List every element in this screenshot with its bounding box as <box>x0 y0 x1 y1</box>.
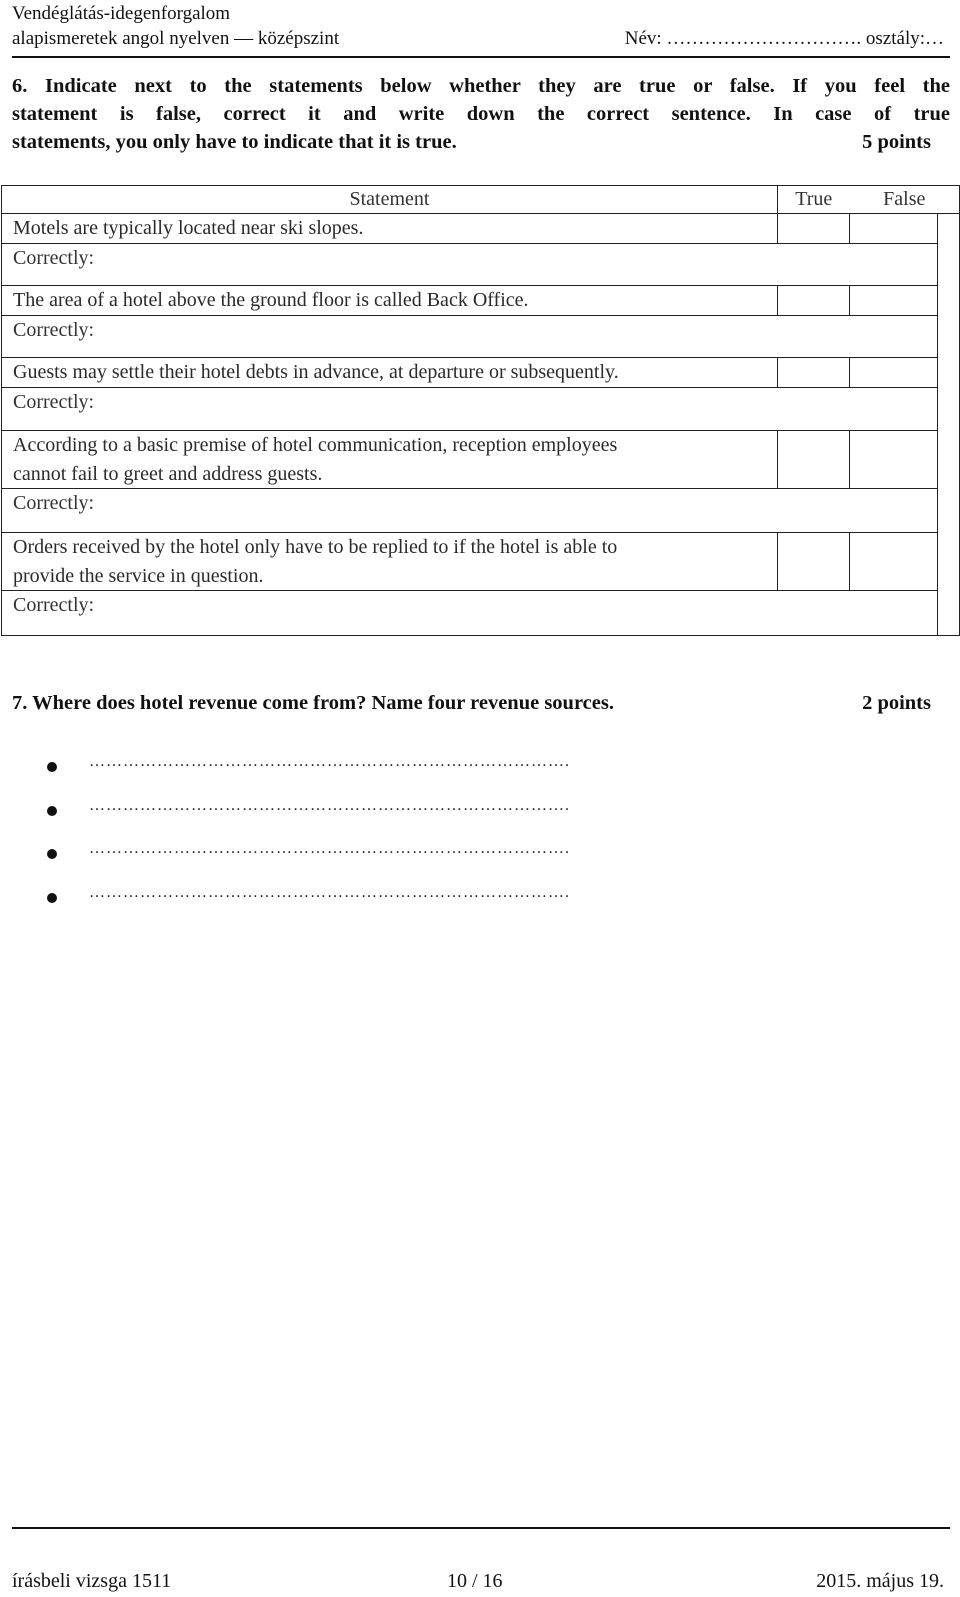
true-checkbox-1[interactable] <box>778 214 850 244</box>
task7-question: 7. Where does hotel revenue come from? Name four revenue sources. <box>12 692 614 714</box>
col-false-header: False <box>850 186 960 214</box>
answer-line-1[interactable]: …………………………………………………………………………. <box>89 753 570 770</box>
bullet-icon <box>47 762 57 772</box>
name-class-field: Név: …………………………. osztály:… <box>624 28 944 49</box>
correction-row-5 <box>2 591 960 636</box>
table-margin <box>938 533 960 636</box>
bullet-icon <box>47 806 57 816</box>
answer-line-3[interactable]: …………………………………………………………………………. <box>89 840 570 857</box>
statement-row-1 <box>2 214 960 244</box>
subject-subtitle: alapismeretek angol nyelven — középszint <box>12 28 340 49</box>
statement-row-3 <box>2 358 960 388</box>
correction-field-2[interactable]: Correctly: <box>2 316 938 358</box>
task7-points: 2 points <box>862 692 931 714</box>
task6-instruction-line3: statements, you only have to indicate that it is true. <box>12 131 457 153</box>
bullet-icon <box>47 849 57 859</box>
correction-field-4[interactable]: Correctly: <box>2 489 938 533</box>
subject-title: Vendéglátás-idegenforgalom <box>12 3 231 24</box>
task6-instruction-line2: statement is false, correct it and write down the correct sentence. In case of true <box>12 103 950 125</box>
table-margin <box>938 358 960 431</box>
task6-points: 5 points <box>862 131 931 153</box>
statement-text-2: The area of a hotel above the ground floor is called Back Office. <box>2 286 778 316</box>
footer-page-number: 10 / 16 <box>447 1570 503 1592</box>
false-checkbox-3[interactable] <box>850 358 938 388</box>
table-margin <box>938 214 960 286</box>
false-checkbox-2[interactable] <box>850 286 938 316</box>
false-checkbox-1[interactable] <box>850 214 938 244</box>
true-checkbox-4[interactable] <box>778 431 850 489</box>
statement-text-3: Guests may settle their hotel debts in advance, at departure or subsequently. <box>2 358 778 388</box>
answer-line-2[interactable]: …………………………………………………………………………. <box>89 797 570 814</box>
correction-field-5[interactable]: Correctly: <box>2 591 938 636</box>
col-statement-header: Statement <box>2 186 778 214</box>
statement-row-2 <box>2 286 960 316</box>
statement-text-5: Orders received by the hotel only have to be replied to if the hotel is able to provide the service in question. <box>2 533 778 591</box>
true-checkbox-3[interactable] <box>778 358 850 388</box>
statement-row-4 <box>2 431 960 489</box>
footer-exam-code: írásbeli vizsga 1511 <box>12 1570 172 1592</box>
correction-row-3 <box>2 388 960 431</box>
statement-text-4: According to a basic premise of hotel communication, reception employees cannot fail to greet and address guests. <box>2 431 778 489</box>
true-checkbox-2[interactable] <box>778 286 850 316</box>
true-false-table <box>1 185 960 636</box>
correction-row-1 <box>2 244 960 286</box>
false-checkbox-4[interactable] <box>850 431 938 489</box>
table-margin <box>938 286 960 358</box>
header-rule <box>12 56 950 58</box>
correction-field-1[interactable]: Correctly: <box>2 244 938 286</box>
table-header-row <box>2 186 960 214</box>
statement-row-5 <box>2 533 960 591</box>
footer-date: 2015. május 19. <box>816 1570 944 1592</box>
col-true-header: True <box>778 186 850 214</box>
footer-rule <box>12 1527 950 1529</box>
correction-row-4 <box>2 489 960 533</box>
table-margin <box>938 431 960 533</box>
false-checkbox-5[interactable] <box>850 533 938 591</box>
answer-line-4[interactable]: …………………………………………………………………………. <box>89 884 570 901</box>
correction-row-2 <box>2 316 960 358</box>
true-checkbox-5[interactable] <box>778 533 850 591</box>
statement-text-1: Motels are typically located near ski slopes. <box>2 214 778 244</box>
bullet-icon <box>47 893 57 903</box>
correction-field-3[interactable]: Correctly: <box>2 388 938 431</box>
task6-instruction-line1: 6. Indicate next to the statements below whether they are true or false. If you feel the <box>12 75 950 97</box>
